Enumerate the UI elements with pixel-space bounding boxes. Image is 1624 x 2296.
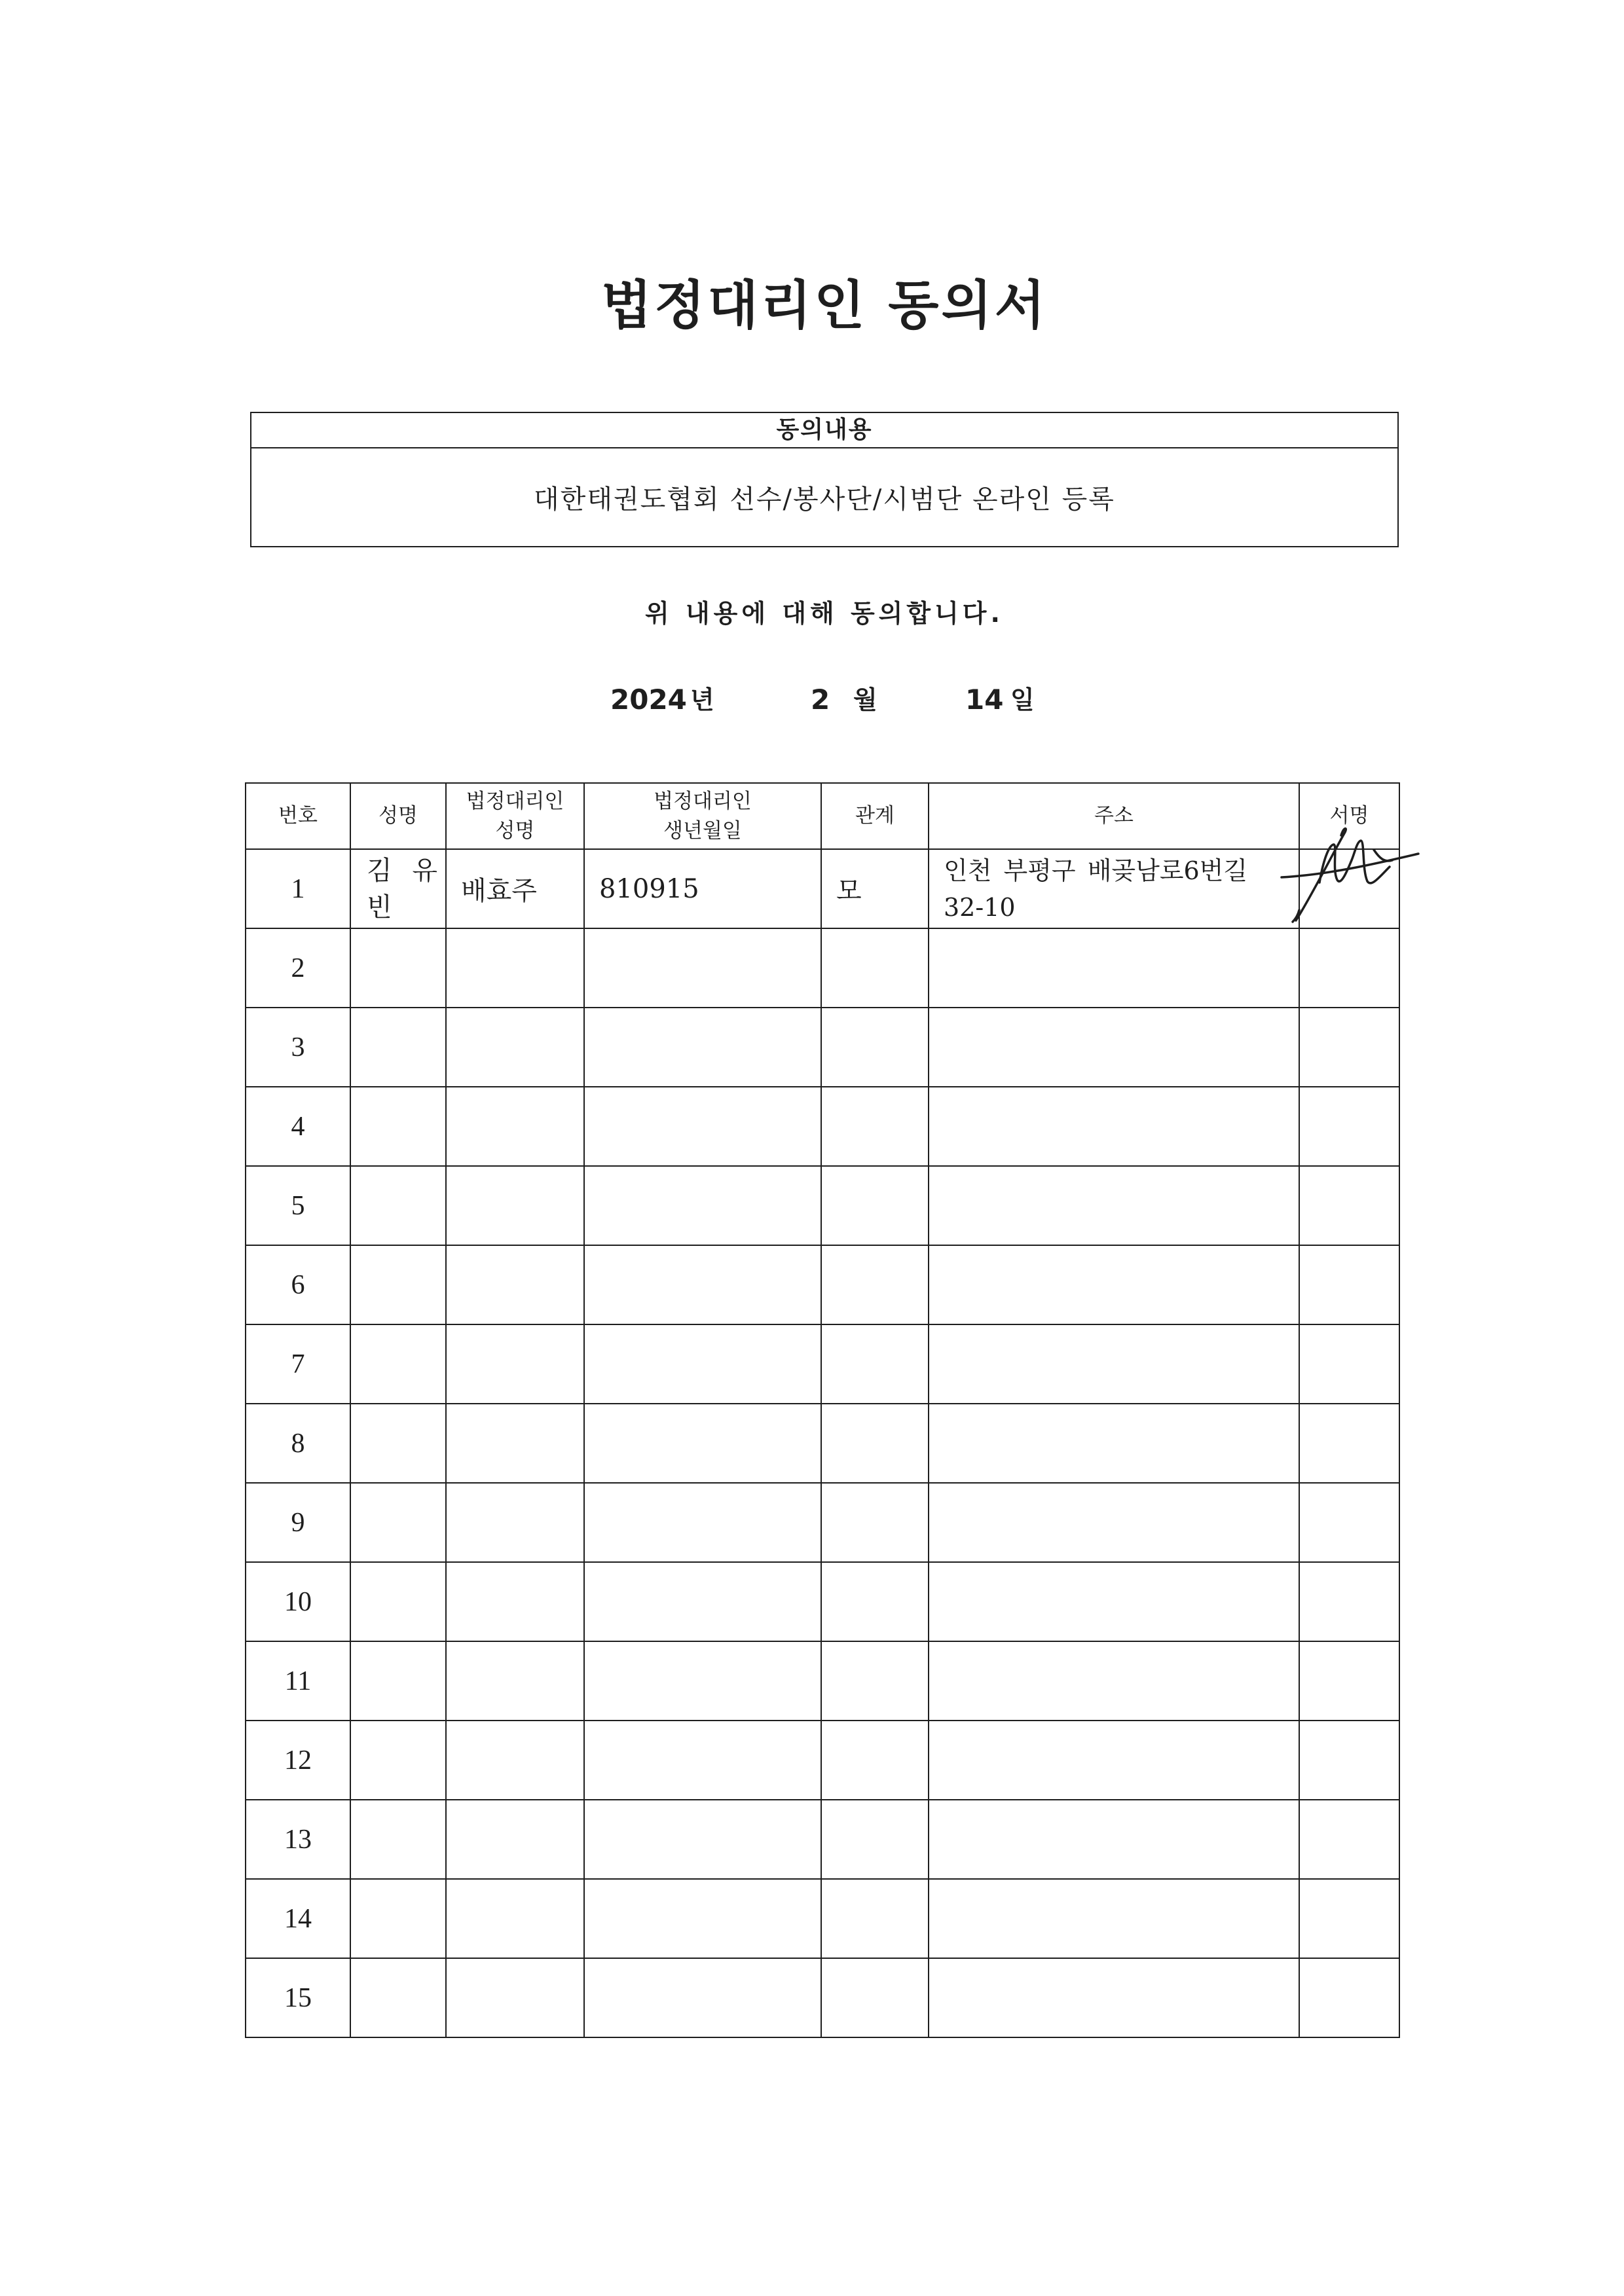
header-relation [821, 783, 929, 849]
representative-birth-date-cell [584, 1166, 821, 1245]
name-cell [350, 1245, 446, 1324]
relation-cell [821, 1087, 929, 1166]
representative-birth-date-cell [584, 1324, 821, 1404]
signature-cell [1299, 1166, 1399, 1245]
row-number-text: 12 [284, 1745, 312, 1776]
header-representative-birth-date [584, 783, 821, 849]
representative-birth-date-cell [584, 1245, 821, 1324]
table-row [246, 1245, 1399, 1324]
name-cell [350, 1166, 446, 1245]
header-representative-name-line2: 성명 [495, 818, 535, 843]
name-cell [350, 1008, 446, 1087]
address-cell [929, 1483, 1299, 1562]
name-line: 빈 [367, 892, 392, 922]
name-cell [350, 1483, 446, 1562]
relation-cell [821, 849, 929, 928]
date-month-unit: 월 [853, 685, 877, 714]
header-signature-label: 서명 [1329, 804, 1369, 828]
name-cell [350, 1641, 446, 1721]
row-number-text: 7 [291, 1349, 305, 1379]
header-name [350, 783, 446, 849]
address-cell [929, 928, 1299, 1008]
representative-birth-date-cell [584, 1721, 821, 1800]
representative-birth-date-cell [584, 1800, 821, 1879]
row-number-text: 5 [291, 1190, 305, 1221]
row-number-cell [246, 1087, 350, 1166]
row-number-cell [246, 1641, 350, 1721]
address-cell [929, 1324, 1299, 1404]
row-number-cell [246, 1721, 350, 1800]
relation-cell [821, 1879, 929, 1958]
name-cell [350, 1879, 446, 1958]
header-relation-label: 관계 [855, 804, 895, 828]
representative-name-cell [446, 1483, 584, 1562]
date-month: 2 [811, 683, 830, 716]
header-number [246, 783, 350, 849]
representative-birth-date-text: 810915 [599, 873, 699, 904]
representative-name-cell [446, 1641, 584, 1721]
representative-birth-date-cell [584, 1404, 821, 1483]
representative-birth-date-cell [584, 1008, 821, 1087]
address-cell [929, 1245, 1299, 1324]
signature-cell [1299, 1483, 1399, 1562]
relation-cell [821, 1324, 929, 1404]
signature-cell [1299, 1087, 1399, 1166]
relation-cell [821, 1404, 929, 1483]
relation-cell [821, 1721, 929, 1800]
header-address [929, 783, 1299, 849]
consent-table-head [246, 783, 1399, 849]
table-row [246, 1166, 1399, 1245]
representative-name-cell [446, 1008, 584, 1087]
representative-birth-date-cell [584, 1641, 821, 1721]
table-header-row [246, 783, 1399, 849]
address-cell [929, 1087, 1299, 1166]
signature-cell [1299, 1800, 1399, 1879]
representative-name-cell [446, 849, 584, 928]
table-row [246, 1008, 1399, 1087]
table-row [246, 1562, 1399, 1641]
table-row [246, 1483, 1399, 1562]
row-number-cell [246, 1324, 350, 1404]
address-cell [929, 1721, 1299, 1800]
representative-name-cell [446, 1800, 584, 1879]
address-cell [929, 1008, 1299, 1087]
row-number-text: 11 [284, 1666, 312, 1696]
name-cell [350, 928, 446, 1008]
consent-content-box [250, 412, 1399, 547]
address-cell [929, 849, 1299, 928]
representative-name-cell [446, 1324, 584, 1404]
relation-cell [821, 1958, 929, 2037]
name-cell [350, 1324, 446, 1404]
header-address-label: 주소 [1094, 804, 1134, 828]
signature-cell [1299, 928, 1399, 1008]
representative-birth-date-cell [584, 1562, 821, 1641]
signature-cell [1299, 1879, 1399, 1958]
table-row [246, 1324, 1399, 1404]
row-number-text: 3 [291, 1032, 305, 1063]
row-number-cell [246, 928, 350, 1008]
relation-cell [821, 1008, 929, 1087]
address-cell [929, 1404, 1299, 1483]
representative-name-cell [446, 1958, 584, 2037]
row-number-text: 14 [284, 1903, 312, 1934]
row-number-cell [246, 1166, 350, 1245]
consent-content-text: 대한태권도협회 선수/봉사단/시범단 온라인 등록 [534, 484, 1115, 515]
date-day-unit: 일 [1010, 685, 1035, 714]
representative-birth-date-cell [584, 1879, 821, 1958]
representative-name-cell [446, 1721, 584, 1800]
name-cell [350, 1562, 446, 1641]
representative-birth-date-cell [584, 1087, 821, 1166]
consent-box-header: 동의내용 [251, 413, 1397, 448]
header-representative-name-line1: 법정대리인 [466, 789, 564, 813]
row-number-text: 10 [284, 1586, 312, 1617]
row-number-cell [246, 1245, 350, 1324]
signature-cell [1299, 1404, 1399, 1483]
relation-text: 모 [836, 876, 862, 906]
relation-cell [821, 928, 929, 1008]
table-row [246, 1087, 1399, 1166]
signature-cell [1299, 1245, 1399, 1324]
row-number-cell [246, 1404, 350, 1483]
address-cell [929, 1800, 1299, 1879]
relation-cell [821, 1245, 929, 1324]
signature-cell [1299, 1324, 1399, 1404]
row-number-cell [246, 1562, 350, 1641]
row-number-text: 8 [291, 1428, 305, 1459]
representative-name-cell [446, 1245, 584, 1324]
row-number-cell [246, 1800, 350, 1879]
row-number-cell [246, 1008, 350, 1087]
relation-cell [821, 1641, 929, 1721]
name-cell [350, 849, 446, 928]
table-row [246, 849, 1399, 928]
representative-name-cell [446, 928, 584, 1008]
header-representative-name [446, 783, 584, 849]
row-number-text: 15 [284, 1982, 312, 2013]
representative-name-cell [446, 1404, 584, 1483]
table-row [246, 1721, 1399, 1800]
representative-name-text: 배효주 [461, 876, 537, 906]
table-row [246, 1879, 1399, 1958]
row-number-text: 4 [291, 1111, 305, 1142]
header-representative-birth-line2: 생년월일 [663, 818, 742, 843]
address-line: 32-10 [944, 892, 1016, 922]
relation-cell [821, 1562, 929, 1641]
consent-table-body [246, 849, 1399, 2037]
representative-name-cell [446, 1879, 584, 1958]
signature-cell [1299, 1008, 1399, 1087]
row-number-cell [246, 849, 350, 928]
date-year: 2024 [610, 683, 687, 716]
row-number-cell [246, 1958, 350, 2037]
name-cell [350, 1721, 446, 1800]
row-number-text: 9 [291, 1507, 305, 1538]
document-title: 법정대리인 동의서 [600, 275, 1048, 336]
representative-name-cell [446, 1087, 584, 1166]
header-representative-birth-line1: 법정대리인 [654, 789, 752, 813]
table-row [246, 1800, 1399, 1879]
address-cell [929, 1958, 1299, 2037]
name-cell [350, 1800, 446, 1879]
signature-cell [1299, 1958, 1399, 2037]
date-year-unit: 년 [690, 685, 714, 714]
signature-cell [1299, 1562, 1399, 1641]
row-number-cell [246, 1483, 350, 1562]
relation-cell [821, 1800, 929, 1879]
date-day: 14 [965, 683, 1004, 716]
name-cell [350, 1087, 446, 1166]
address-cell [929, 1166, 1299, 1245]
header-name-label: 성명 [378, 804, 418, 828]
table-row [246, 928, 1399, 1008]
agreement-statement: 위 내용에 대해 동의합니다. [645, 599, 1004, 628]
representative-name-cell [446, 1562, 584, 1641]
table-row [246, 1404, 1399, 1483]
address-line: 인천 부평구 배곶남로6번길 [944, 856, 1248, 885]
row-number-text: 1 [291, 873, 305, 904]
row-number-text: 6 [291, 1269, 305, 1300]
consent-box-content [251, 448, 1397, 546]
signature-cell [1299, 1721, 1399, 1800]
signature-cell [1299, 1641, 1399, 1721]
row-number-cell [246, 1879, 350, 1958]
table-row [246, 1958, 1399, 2037]
representative-birth-date-cell [584, 928, 821, 1008]
relation-cell [821, 1166, 929, 1245]
representative-birth-date-cell [584, 1483, 821, 1562]
representative-birth-date-cell [584, 1958, 821, 2037]
row-number-text: 13 [284, 1824, 312, 1855]
address-cell [929, 1879, 1299, 1958]
address-cell [929, 1641, 1299, 1721]
header-number-label: 번호 [278, 804, 318, 828]
consent-table [245, 782, 1400, 2038]
table-row [246, 1641, 1399, 1721]
name-cell [350, 1404, 446, 1483]
handwritten-signature [1276, 824, 1421, 924]
name-cell [350, 1958, 446, 2037]
name-line: 김 유 [367, 855, 437, 886]
representative-birth-date-cell [584, 849, 821, 928]
representative-name-cell [446, 1166, 584, 1245]
row-number-text: 2 [291, 953, 305, 983]
relation-cell [821, 1483, 929, 1562]
address-cell [929, 1562, 1299, 1641]
